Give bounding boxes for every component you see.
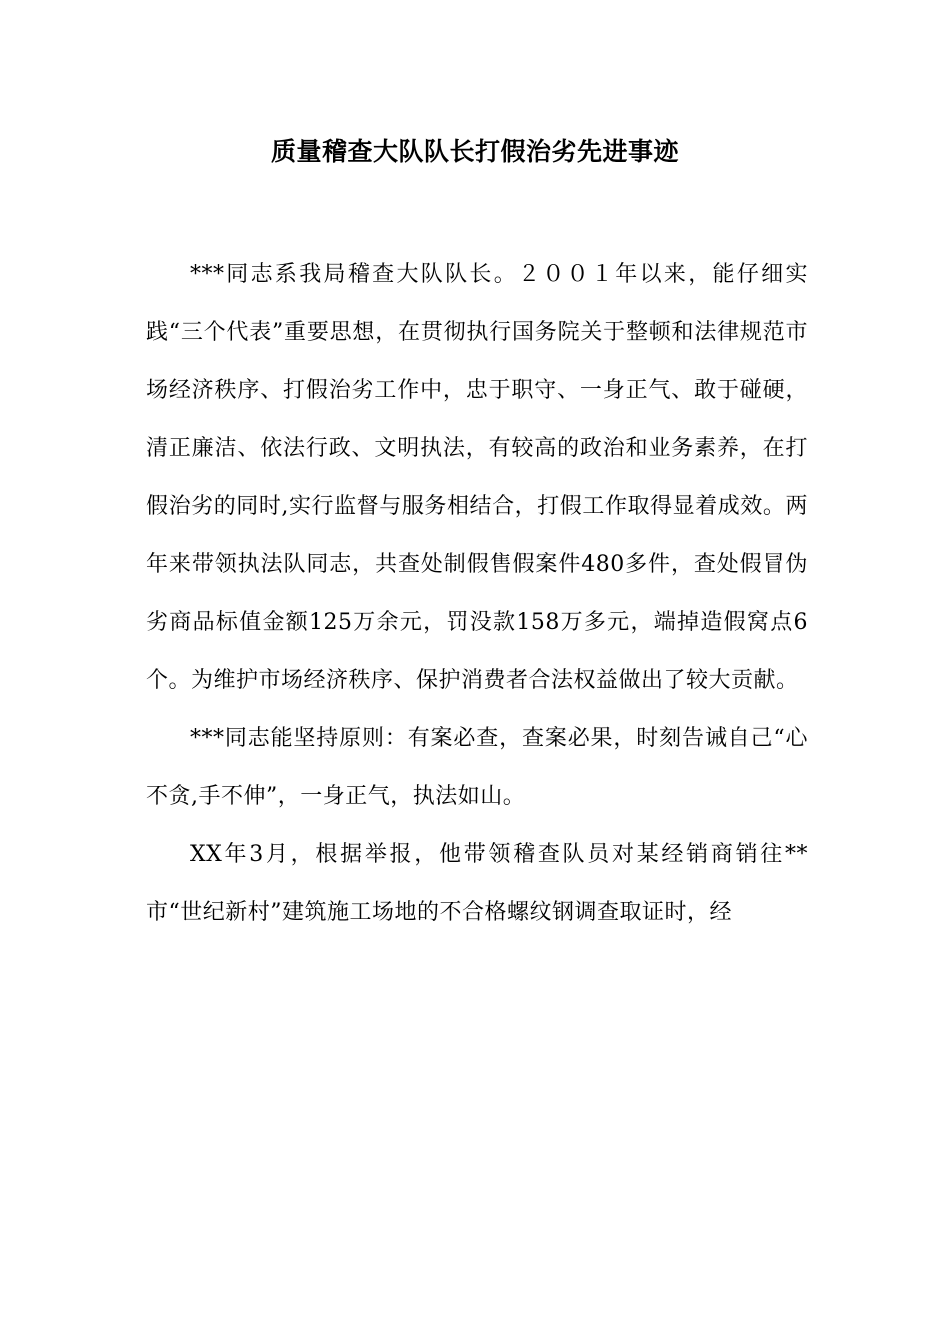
paragraph-2: ***同志能坚持原则：有案必查，查案必果，时刻告诫自己“心不贪,手不伸”，一身正气，执法如山。 (146, 726, 808, 809)
document-body (146, 246, 808, 942)
paragraph-3: XX年3月，根据举报，他带领稽查队员对某经销商销往**市“世纪新村”建筑施工场地的不合格螺纹钢调查取证时，经 (146, 842, 808, 925)
paragraph-1: ***同志系我局稽查大队队长。２００１年以来，能仔细实践“三个代表”重要思想，在贯彻执行国务院关于整顿和法律规范市场经济秩序、打假治劣工作中，忠于职守、一身正气、敢于碰硬，清正廉洁、依法行政、文明执法，有较高的政治和业务素养，在打假治劣的同时,实行监督与服务相结合，打假工作取得显着成效。两年来带领执法队同志，共查处制假售假案件480多件，查处假冒伪劣商品标值金额125万余元，罚没款158万多元，端掉造假窝点6个。为维护市场经济秩序、保护消费者合法权益做出了较大贡献。 (146, 262, 808, 693)
document-title: 质量稽查大队队长打假治劣先进事迹 (270, 137, 679, 166)
